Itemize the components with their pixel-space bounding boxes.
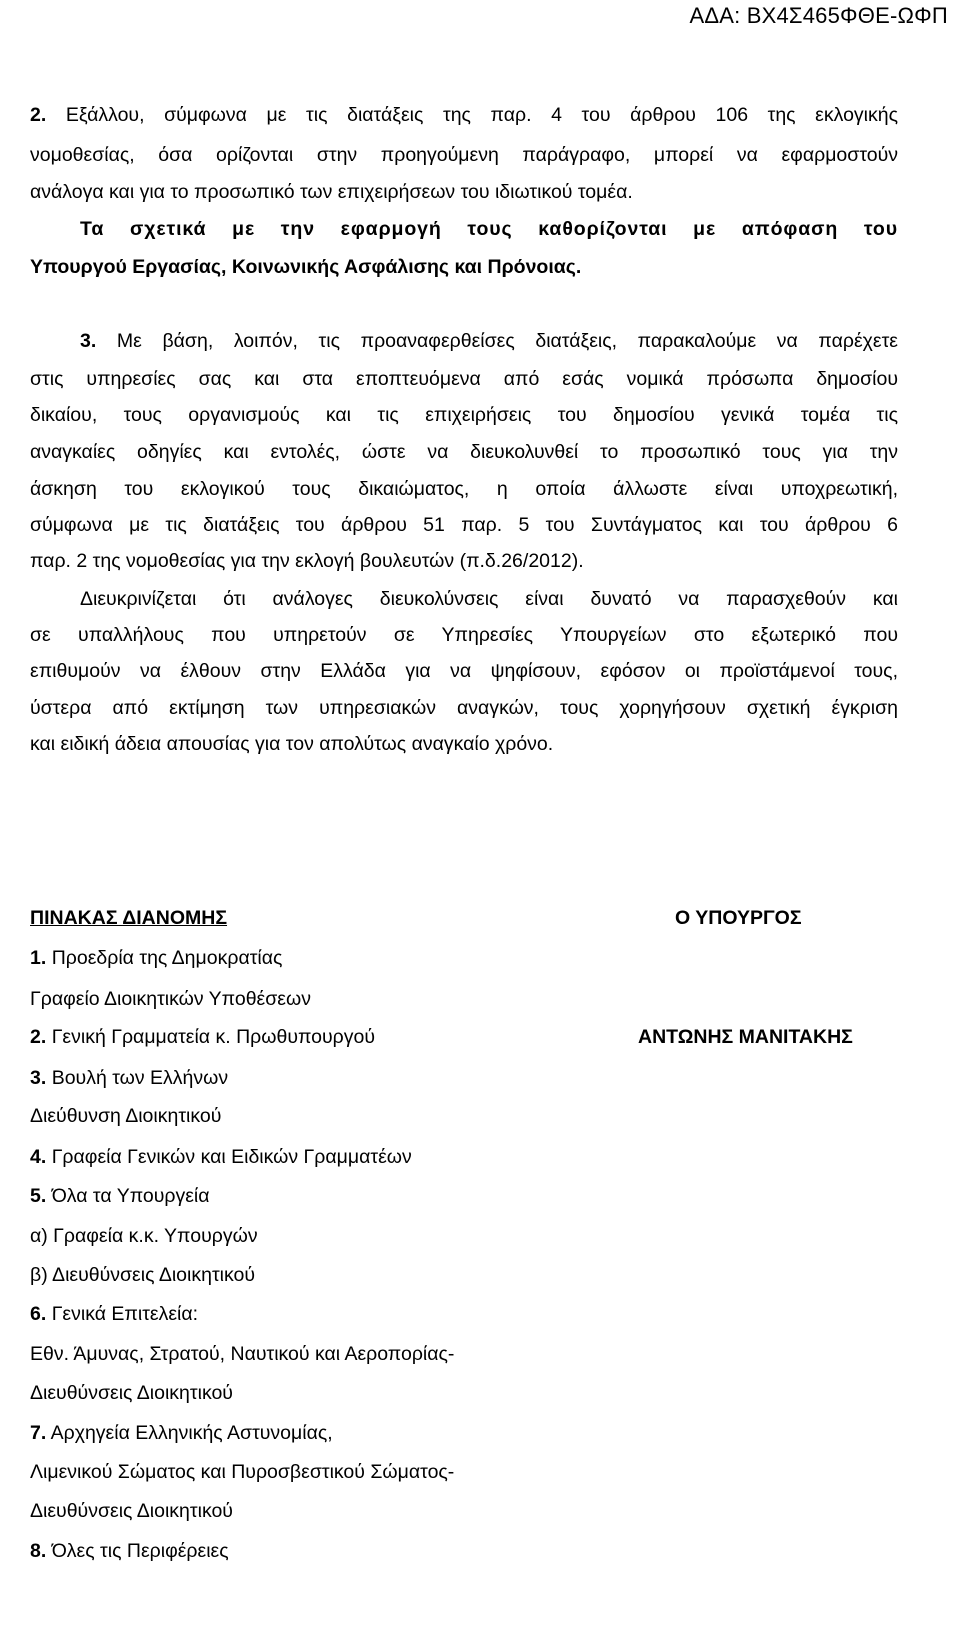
list-item: 1. Προεδρία της Δημοκρατίας (30, 947, 283, 969)
signature-name: ΑΝΤΩΝΗΣ ΜΑΝΙΤΑΚΗΣ (638, 1026, 853, 1048)
list-item: 3. Βουλή των Ελλήνων (30, 1067, 229, 1089)
para3-line12: και ειδική άδεια απουσίας για τον απολύτως αναγκαίο χρόνο. (30, 733, 554, 755)
list-item: Λιμενικού Σώματος και Πυροσβεστικού Σώματος- (30, 1461, 455, 1483)
para2-line3: ανάλογα και για το προσωπικό των επιχειρήσεων του ιδιωτικού τομέα. (30, 181, 633, 203)
para3-line4: αναγκαίες οδηγίες και εντολές, ώστε να διευκολυνθεί το προσωπικό τους για την (30, 441, 898, 463)
list-item: 2. Γενική Γραμματεία κ. Πρωθυπουργού (30, 1026, 376, 1048)
list-item: Διεύθυνση Διοικητικού (30, 1105, 222, 1127)
list-item: β) Διευθύνσεις Διοικητικού (30, 1264, 256, 1286)
list-item: Εθν. Άμυνας, Στρατού, Ναυτικού και Αεροπορίας- (30, 1343, 455, 1365)
para3-line5: άσκηση του εκλογικού τους δικαιώματος, η οποία άλλωστε είναι υποχρεωτική, (30, 478, 898, 500)
list-item: Γραφείο Διοικητικών Υποθέσεων (30, 988, 311, 1010)
para2-line1: 2. Εξάλλου, σύμφωνα με τις διατάξεις της παρ. 4 του άρθρου 106 της εκλογικής (30, 104, 899, 126)
para3-line1: 3. Με βάση, λοιπόν, τις προαναφερθείσες διατάξεις, παρακαλούμε να παρέχετε (80, 330, 898, 352)
list-item: 7. Αρχηγεία Ελληνικής Αστυνομίας, (30, 1422, 333, 1444)
para2-bold-line1: Τα σχετικά με την εφαρμογή τους καθορίζονται με απόφαση του (80, 218, 898, 240)
list-item: 6. Γενικά Επιτελεία: (30, 1303, 199, 1325)
list-item: Διευθύνσεις Διοικητικού (30, 1382, 233, 1404)
para2-line2: νομοθεσίας, όσα ορίζονται στην προηγούμενη παράγραφο, μπορεί να εφαρμοστούν (30, 144, 898, 166)
para3-line3: δικαίου, τους οργανισμούς και τις επιχειρήσεις του δημοσίου γενικά τομέα τις (30, 404, 898, 426)
para2-bold-line2: Υπουργού Εργασίας, Κοινωνικής Ασφάλισης και Πρόνοιας. (30, 256, 582, 278)
list-item: Διευθύνσεις Διοικητικού (30, 1500, 233, 1522)
para2-number: 2. (30, 104, 47, 126)
list-item: α) Γραφεία κ.κ. Υπουργών (30, 1225, 258, 1247)
para3-number: 3. (80, 330, 97, 352)
para3-line6: σύμφωνα με τις διατάξεις του άρθρου 51 παρ. 5 του Συντάγματος και του άρθρου 6 (30, 514, 898, 536)
para3-line11: ύστερα από εκτίμηση των υπηρεσιακών αναγκών, τους χορηγήσουν σχετική έγκριση (30, 697, 898, 719)
para3-line8: Διευκρινίζεται ότι ανάλογες διευκολύνσεις είναι δυνατό να παρασχεθούν και (80, 588, 898, 610)
list-item: 4. Γραφεία Γενικών και Ειδικών Γραμματέων (30, 1146, 412, 1168)
distribution-title: ΠΙΝΑΚΑΣ ΔΙΑΝΟΜΗΣ (30, 907, 228, 929)
para3-line10: επιθυμούν να έλθουν στην Ελλάδα για να ψηφίσουν, εφόσον οι προϊστάμενοί τους, (30, 660, 898, 682)
para3-line2: στις υπηρεσίες σας και στα εποπτευόμενα από εσάς νομικά πρόσωπα δημοσίου (30, 368, 898, 390)
ada-code: ΑΔΑ: ΒΧ4Σ465ΦΘΕ-ΩΦΠ (689, 3, 948, 28)
list-item: 8. Όλες τις Περιφέρειες (30, 1540, 229, 1562)
para3-line9: σε υπαλλήλους που υπηρετούν σε Υπηρεσίες Υπουργείων στο εξωτερικό που (30, 624, 898, 646)
list-item: 5. Όλα τα Υπουργεία (30, 1185, 210, 1207)
signature-title: Ο ΥΠΟΥΡΓΟΣ (675, 907, 802, 929)
para3-line7: παρ. 2 της νομοθεσίας για την εκλογή βουλευτών (π.δ.26/2012). (30, 550, 584, 572)
